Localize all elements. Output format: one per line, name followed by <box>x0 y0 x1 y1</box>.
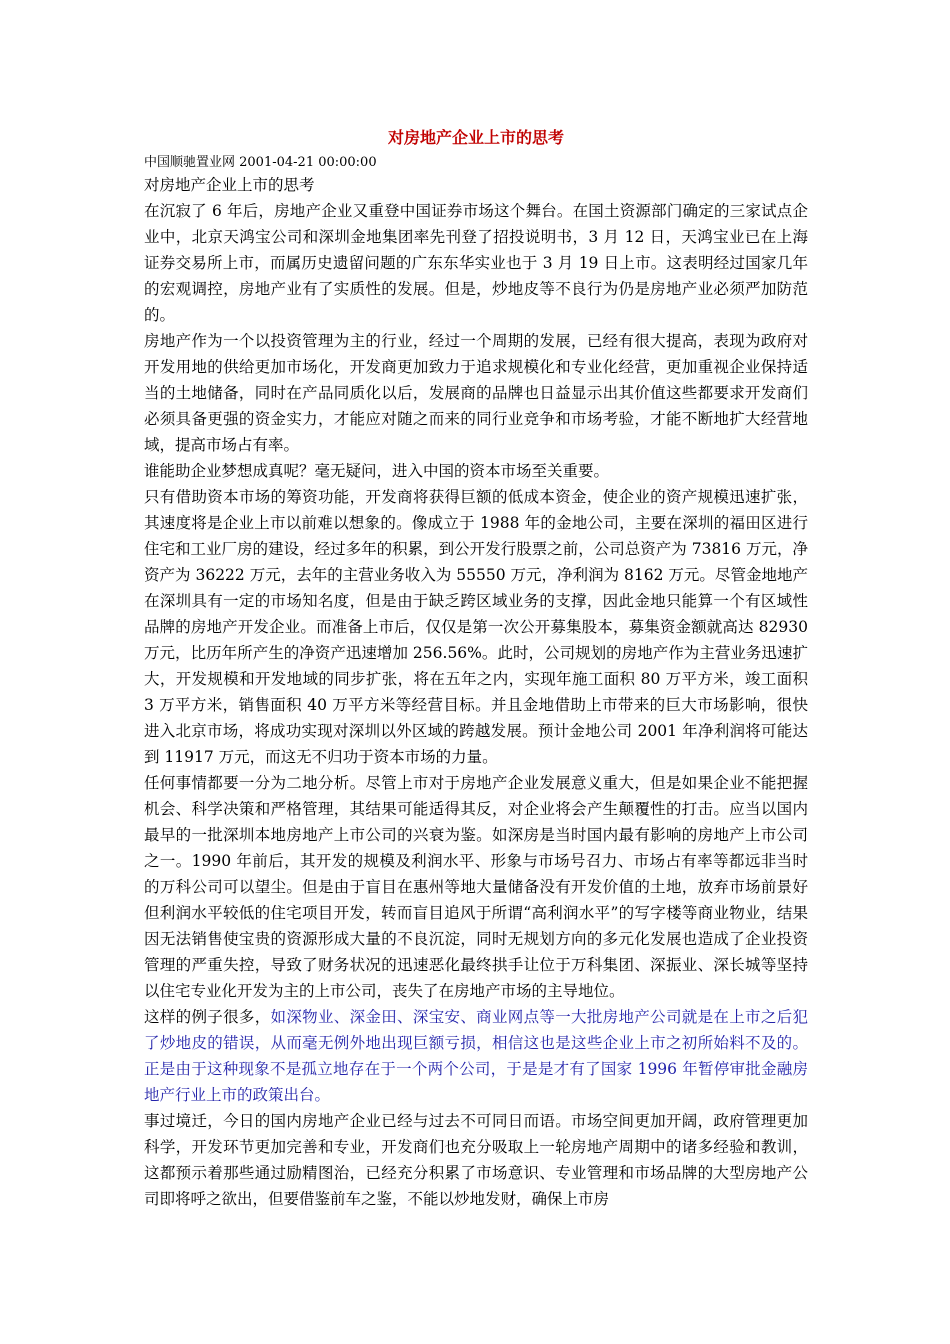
article-source-date: 中国顺驰置业网 2001-04-21 00:00:00 <box>144 155 377 170</box>
paragraph-2: 房地产作为一个以投资管理为主的行业，经过一个周期的发展，已经有很大提高，表现为政府对开发用地的供给更加市场化，开发商更加致力于追求规模化和专业化经营，更加重视企业保持适当的土地储备，同时在产品同质化以后，发展商的品牌也日益显示出其价值这些都要求开发商们必须具备更强的资金实力，才能应对随之而来的同行业竞争和市场考验，才能不断地扩大经营地域，提高市场占有率。 <box>144 332 808 454</box>
paragraph-6-lead: 这样的例子很多， <box>144 1008 271 1026</box>
article-title: 对房地产企业上市的思考 <box>387 128 564 147</box>
paragraph-5: 任何事情都要一分为二地分析。尽管上市对于房地产企业发展意义重大，但是如果企业不能把握机会、科学决策和严格管理，其结果可能适得其反，对企业将会产生颠覆性的打击。应当以国内最早的一批深圳本地房地产上市公司的兴衰为鉴。如深房是当时国内最有影响的房地产上市公司之一。1990 年前后，其开发的规模及利润水平、形象与市场号召力、市场占有率等都远非当时的万科公司可以望尘。但是由于盲目在惠州等地大量储备没有开发价值的土地，放弃市场前景好但利润水平较低的住宅项目开发，转而盲目追风于所谓“高利润水平”的写字楼等商业物业，结果因无法销售使宝贵的资源形成大量的不良沉淀，同时无规划方向的多元化发展也造成了企业投资管理的严重失控，导致了财务状况的迅速恶化最终拱手让位于万科集团、深振业、深长城等坚持以住宅专业化开发为主的上市公司，丧失了在房地产市场的主导地位。 <box>144 774 808 1000</box>
paragraph-6 <box>144 1004 808 1108</box>
paragraph-6-highlight: 如深物业、深金田、深宝安、商业网点等一大批房地产公司就是在上市之后犯了炒地皮的错误，从而毫无例外地出现巨额亏损，相信这也是这些企业上市之初所始料不及的。正是由于这种现象不是孤立地存在于一个两个公司，于是是才有了国家 1996 年暂停审批金融房地产行业上市的政策出台。 <box>144 1008 808 1104</box>
article-subtitle: 对房地产企业上市的思考 <box>144 176 315 194</box>
paragraph-4: 只有借助资本市场的筹资功能，开发商将获得巨额的低成本资金，使企业的资产规模迅速扩张，其速度将是企业上市以前难以想象的。像成立于 1988 年的金地公司，主要在深圳的福田区进行住宅和工业厂房的建设，经过多年的积累，到公开发行股票之前，公司总资产为 73816 万元，净资产为 36222 万元，去年的主营业务收入为 55550 万元，净利润为 8162 万元。尽管金地地产在深圳具有一定的市场知名度，但是由于缺乏跨区域业务的支撑，因此金地只能算一个有区域性品牌的房地产开发企业。而准备上市后，仅仅是第一次公开募集股本，募集资金额就高达 82930 万元，比历年所产生的净资产迅速增加 256.56%。此时，公司规划的房地产作为主营业务迅速扩大，开发规模和开发地域的同步扩张，将在五年之内，实现年施工面积 80 万平方米，竣工面积 3 万平方米，销售面积 40 万平方米等经营目标。并且金地借助上市带来的巨大市场影响，很快进入北京市场，将成功实现对深圳以外区域的跨越发展。预计金地公司 2001 年净利润将可能达到 11917 万元，而这无不归功于资本市场的力量。 <box>144 488 808 766</box>
paragraph-1: 在沉寂了 6 年后，房地产企业又重登中国证券市场这个舞台。在国土资源部门确定的三家试点企业中，北京天鸿宝公司和深圳金地集团率先刊登了招投说明书，3 月 12 日，天鸿宝业已在上海证券交易所上市，而属历史遗留问题的广东东华实业也于 3 月 19 日上市。这表明经过国家几年的宏观调控，房地产业有了实质性的发展。但是，炒地皮等不良行为仍是房地产业必须严加防范的。 <box>144 202 808 324</box>
paragraph-3: 谁能助企业梦想成真呢？毫无疑问，进入中国的资本市场至关重要。 <box>144 462 610 480</box>
paragraph-7: 事过境迁，今日的国内房地产企业已经与过去不可同日而语。市场空间更加开阔，政府管理更加科学，开发环节更加完善和专业，开发商们也充分吸取上一轮房地产周期中的诸多经验和教训，这都预示着那些通过励精图治，已经充分积累了市场意识、专业管理和市场品牌的大型房地产公司即将呼之欲出，但要借鉴前车之鉴，不能以炒地发财，确保上市房 <box>144 1112 808 1208</box>
